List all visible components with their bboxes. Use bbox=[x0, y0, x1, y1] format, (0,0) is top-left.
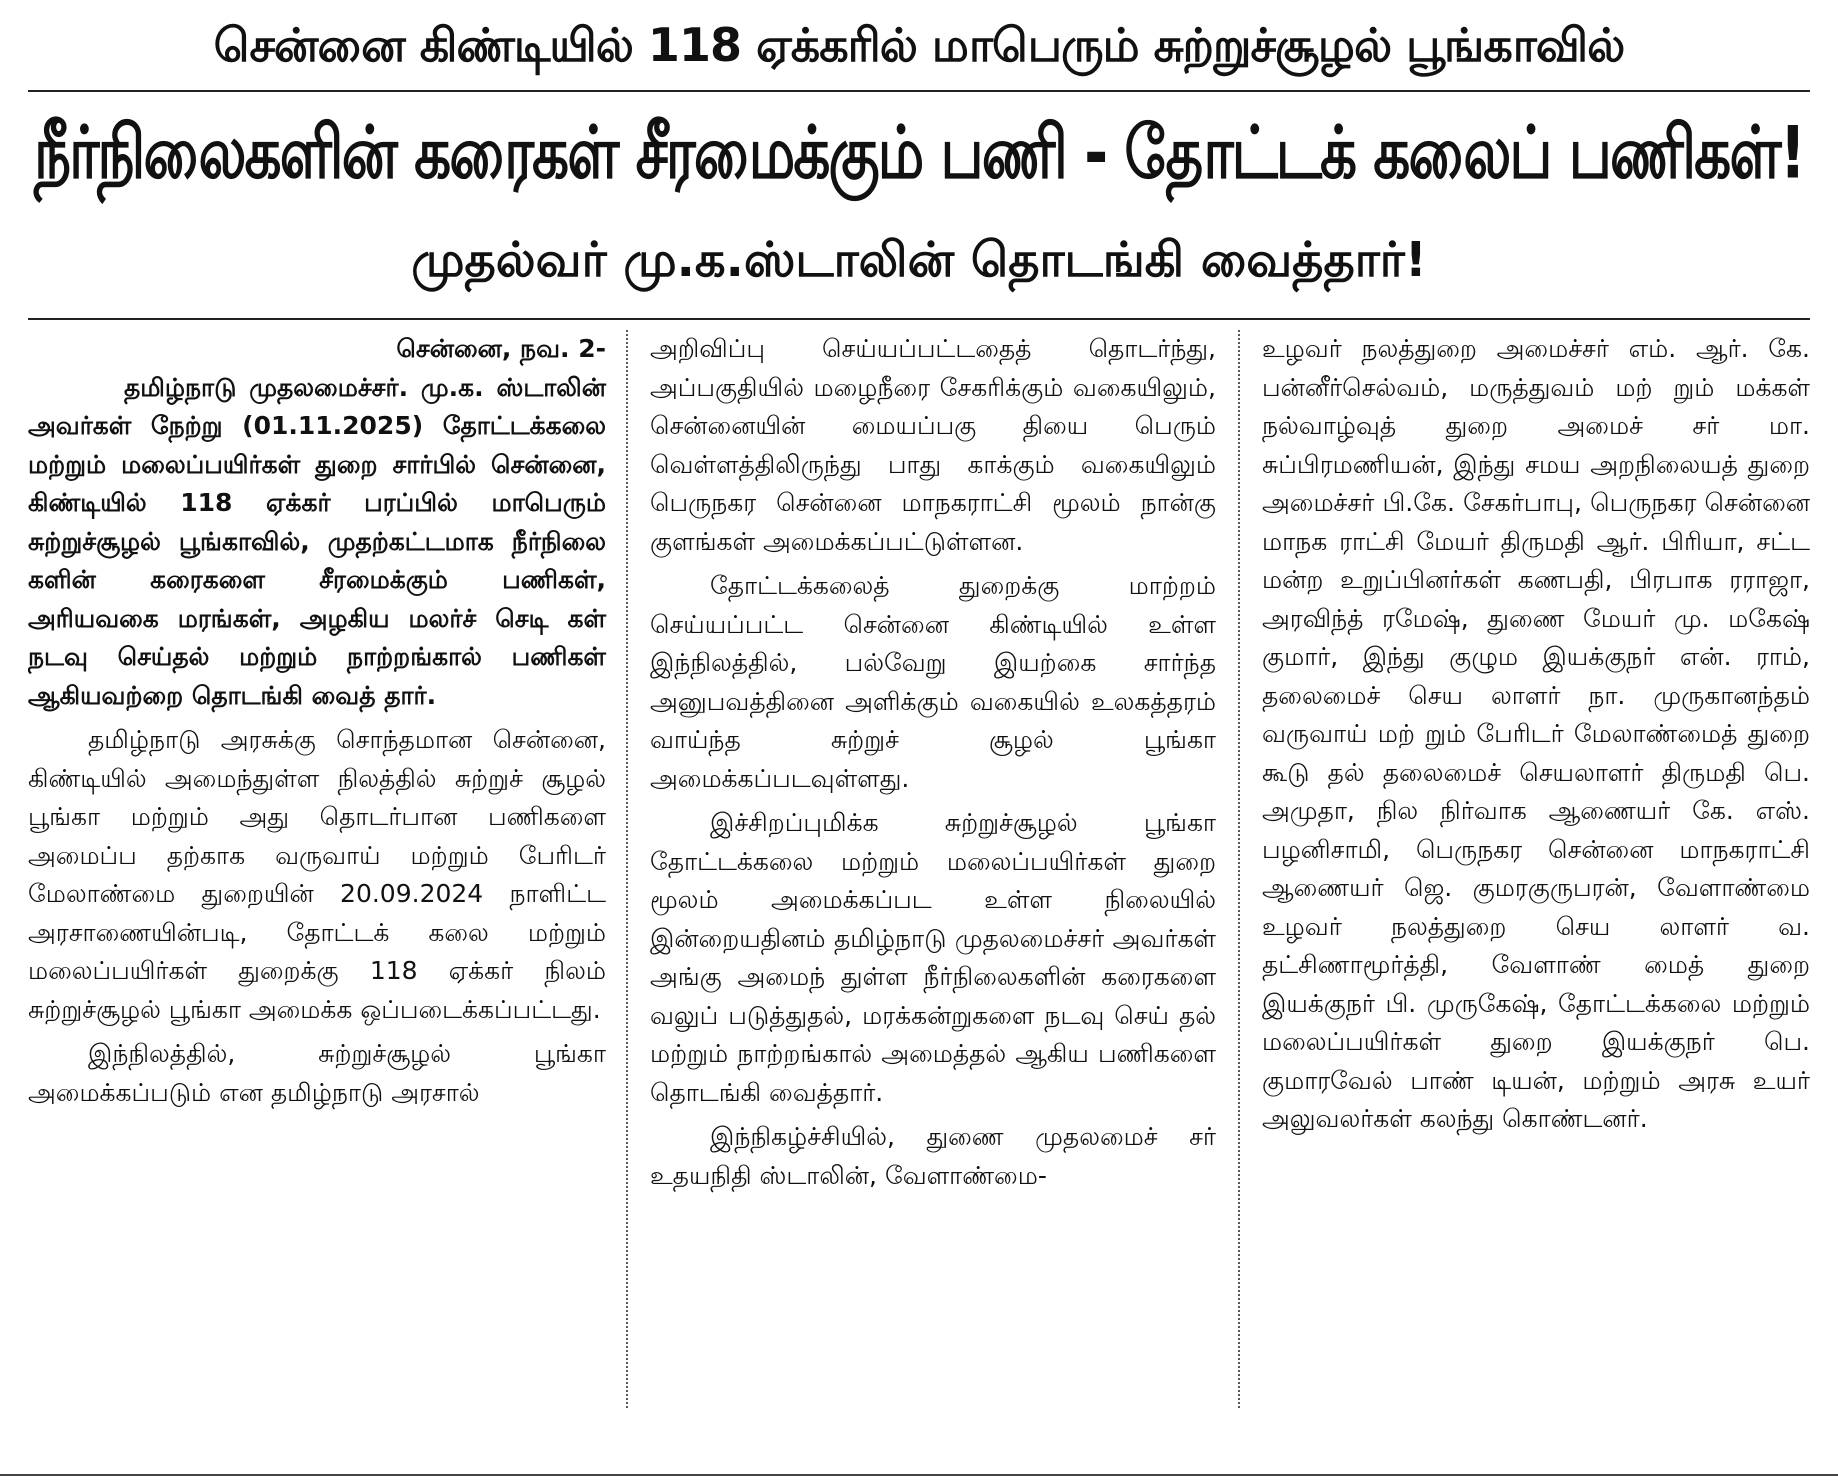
top-rule bbox=[28, 90, 1810, 92]
lead-paragraph: தமிழ்நாடு முதலமைச்சர். மு.க. ஸ்டாலின் அவர்கள் நேற்று (01.11.2025) தோட்டக்கலை மற்றும் மலைப்பயிர்கள் துறை சார்பில் சென்னை, கிண்டியில் 118 ஏக்கர் பரப்பில் மாபெரும் சுற்றுச்சூழல் பூங்காவில், முதற்கட்டமாக நீர்நிலை களின் கரைகளை சீரமைக்கும் பணிகள், அரியவகை மரங்கள், அழகிய மலர்ச் செடி கள் நடவு செய்தல் மற்றும் நாற்றங்கால் பணிகள் ஆகியவற்றை தொடங்கி வைத் தார். bbox=[28, 372, 606, 710]
column-1 bbox=[28, 330, 626, 1408]
column-2 bbox=[626, 330, 1238, 1408]
body-paragraph: இந்நிகழ்ச்சியில், துணை முதலமைச் சர் உதயநிதி ஸ்டாலின், வேளாண்மை- bbox=[650, 1122, 1216, 1190]
bottom-rule bbox=[0, 1474, 1838, 1476]
body-paragraph: இந்நிலத்தில், சுற்றுச்சூழல் பூங்கா அமைக்கப்படும் என தமிழ்நாடு அரசால் bbox=[28, 1039, 606, 1107]
body-paragraph-continuation: அறிவிப்பு செய்யப்பட்டதைத் தொடர்ந்து, அப்பகுதியில் மழைநீரை சேகரிக்கும் வகையிலும், சென்னையின் மையப்பகு தியை பெரும் வெள்ளத்திலிருந்து பாது காக்கும் வகையிலும் பெருநகர சென்னை மாநகராட்சி மூலம் நான்கு குளங்கள் அமைக்கப்பட்டுள்ளன. bbox=[650, 334, 1216, 556]
body-paragraph: தமிழ்நாடு அரசுக்கு சொந்தமான சென்னை, கிண்டியில் அமைந்துள்ள நிலத்தில் சுற்றுச் சூழல் பூங்கா மற்றும் அது தொடர்பான பணிகளை அமைப்ப தற்காக வருவாய் மற்றும் பேரிடர் மேலாண்மை துறையின் 20.09.2024 நாளிட்ட அரசாணையின்படி, தோட்டக் கலை மற்றும் மலைப்பயிர்கள் துறைக்கு 118 ஏக்கர் நிலம் சுற்றுச்சூழல் பூங்கா அமைக்க ஒப்படைக்கப்பட்டது. bbox=[28, 725, 606, 1024]
article-columns bbox=[28, 330, 1810, 1408]
body-paragraph: தோட்டக்கலைத் துறைக்கு மாற்றம் செய்யப்பட்ட சென்னை கிண்டியில் உள்ள இந்நிலத்தில், பல்வேறு இயற்கை சார்ந்த அனுபவத்தினை அளிக்கும் வகையில் உலகத்தரம் வாய்ந்த சுற்றுச் சூழல் பூங்கா அமைக்கப்படவுள்ளது. bbox=[650, 571, 1216, 793]
body-paragraph-continuation: உழவர் நலத்துறை அமைச்சர் எம். ஆர். கே. பன்னீர்செல்வம், மருத்துவம் மற் றும் மக்கள் நல்வாழ்வுத் துறை அமைச் சர் மா. சுப்பிரமணியன், இந்து சமய அறநிலையத் துறை அமைச்சர் பி.கே. சேகர்பாபு, பெருநகர சென்னை மாநக ராட்சி மேயர் திருமதி ஆர். பிரியா, சட்ட மன்ற உறுப்பினர்கள் கணபதி, பிரபாக ரராஜா, அரவிந்த் ரமேஷ், துணை மேயர் மு. மகேஷ் குமார், இந்து குழும இயக்குநர் என். ராம், தலைமைச் செய லாளர் நா. முருகானந்தம் வருவாய் மற் றும் பேரிடர் மேலாண்மைத் துறை கூடு தல் தலைமைச் செயலாளர் திருமதி பெ. அமுதா, நில நிர்வாக ஆணையர் கே. எஸ். பழனிசாமி, பெருநகர சென்னை மாநகராட்சி ஆணையர் ஜெ. குமரகுருபரன், வேளாண்மை உழவர் நலத்துறை செய லாளர் வ. தட்சிணாமூர்த்தி, வேளாண் மைத் துறை இயக்குநர் பி. முருகேஷ், தோட்டக்கலை மற்றும் மலைப்பயிர்கள் துறை இயக்குநர் பெ. குமாரவேல் பாண் டியன், மற்றும் அரசு உயர் அலுவலர்கள் கலந்து கொண்டனர். bbox=[1262, 334, 1810, 1133]
kicker-headline: சென்னை கிண்டியில் 118 ஏக்கரில் மாபெரும் சுற்றுச்சூழல் பூங்காவில் bbox=[213, 18, 1625, 72]
dateline: சென்னை, நவ. 2- bbox=[396, 334, 606, 363]
headline-rule bbox=[28, 318, 1810, 320]
body-paragraph: இச்சிறப்புமிக்க சுற்றுச்சூழல் பூங்கா தோட்டக்கலை மற்றும் மலைப்பயிர்கள் துறை மூலம் அமைக்கப்பட உள்ள நிலையில் இன்றையதினம் தமிழ்நாடு முதலமைச்சர் அவர்கள் அங்கு அமைந் துள்ள நீர்நிலைகளின் கரைகளை வலுப் படுத்துதல், மரக்கன்றுகளை நடவு செய் தல் மற்றும் நாற்றங்கால் அமைத்தல் ஆகிய பணிகளை தொடங்கி வைத்தார். bbox=[650, 808, 1216, 1107]
main-headline: நீர்நிலைகளின் கரைகள் சீரமைக்கும் பணி - தோட்டக் கலைப் பணிகள்! bbox=[33, 109, 1805, 195]
column-3 bbox=[1238, 330, 1810, 1408]
sub-headline: முதல்வர் மு.க.ஸ்டாலின் தொடங்கி வைத்தார்! bbox=[411, 232, 1427, 288]
